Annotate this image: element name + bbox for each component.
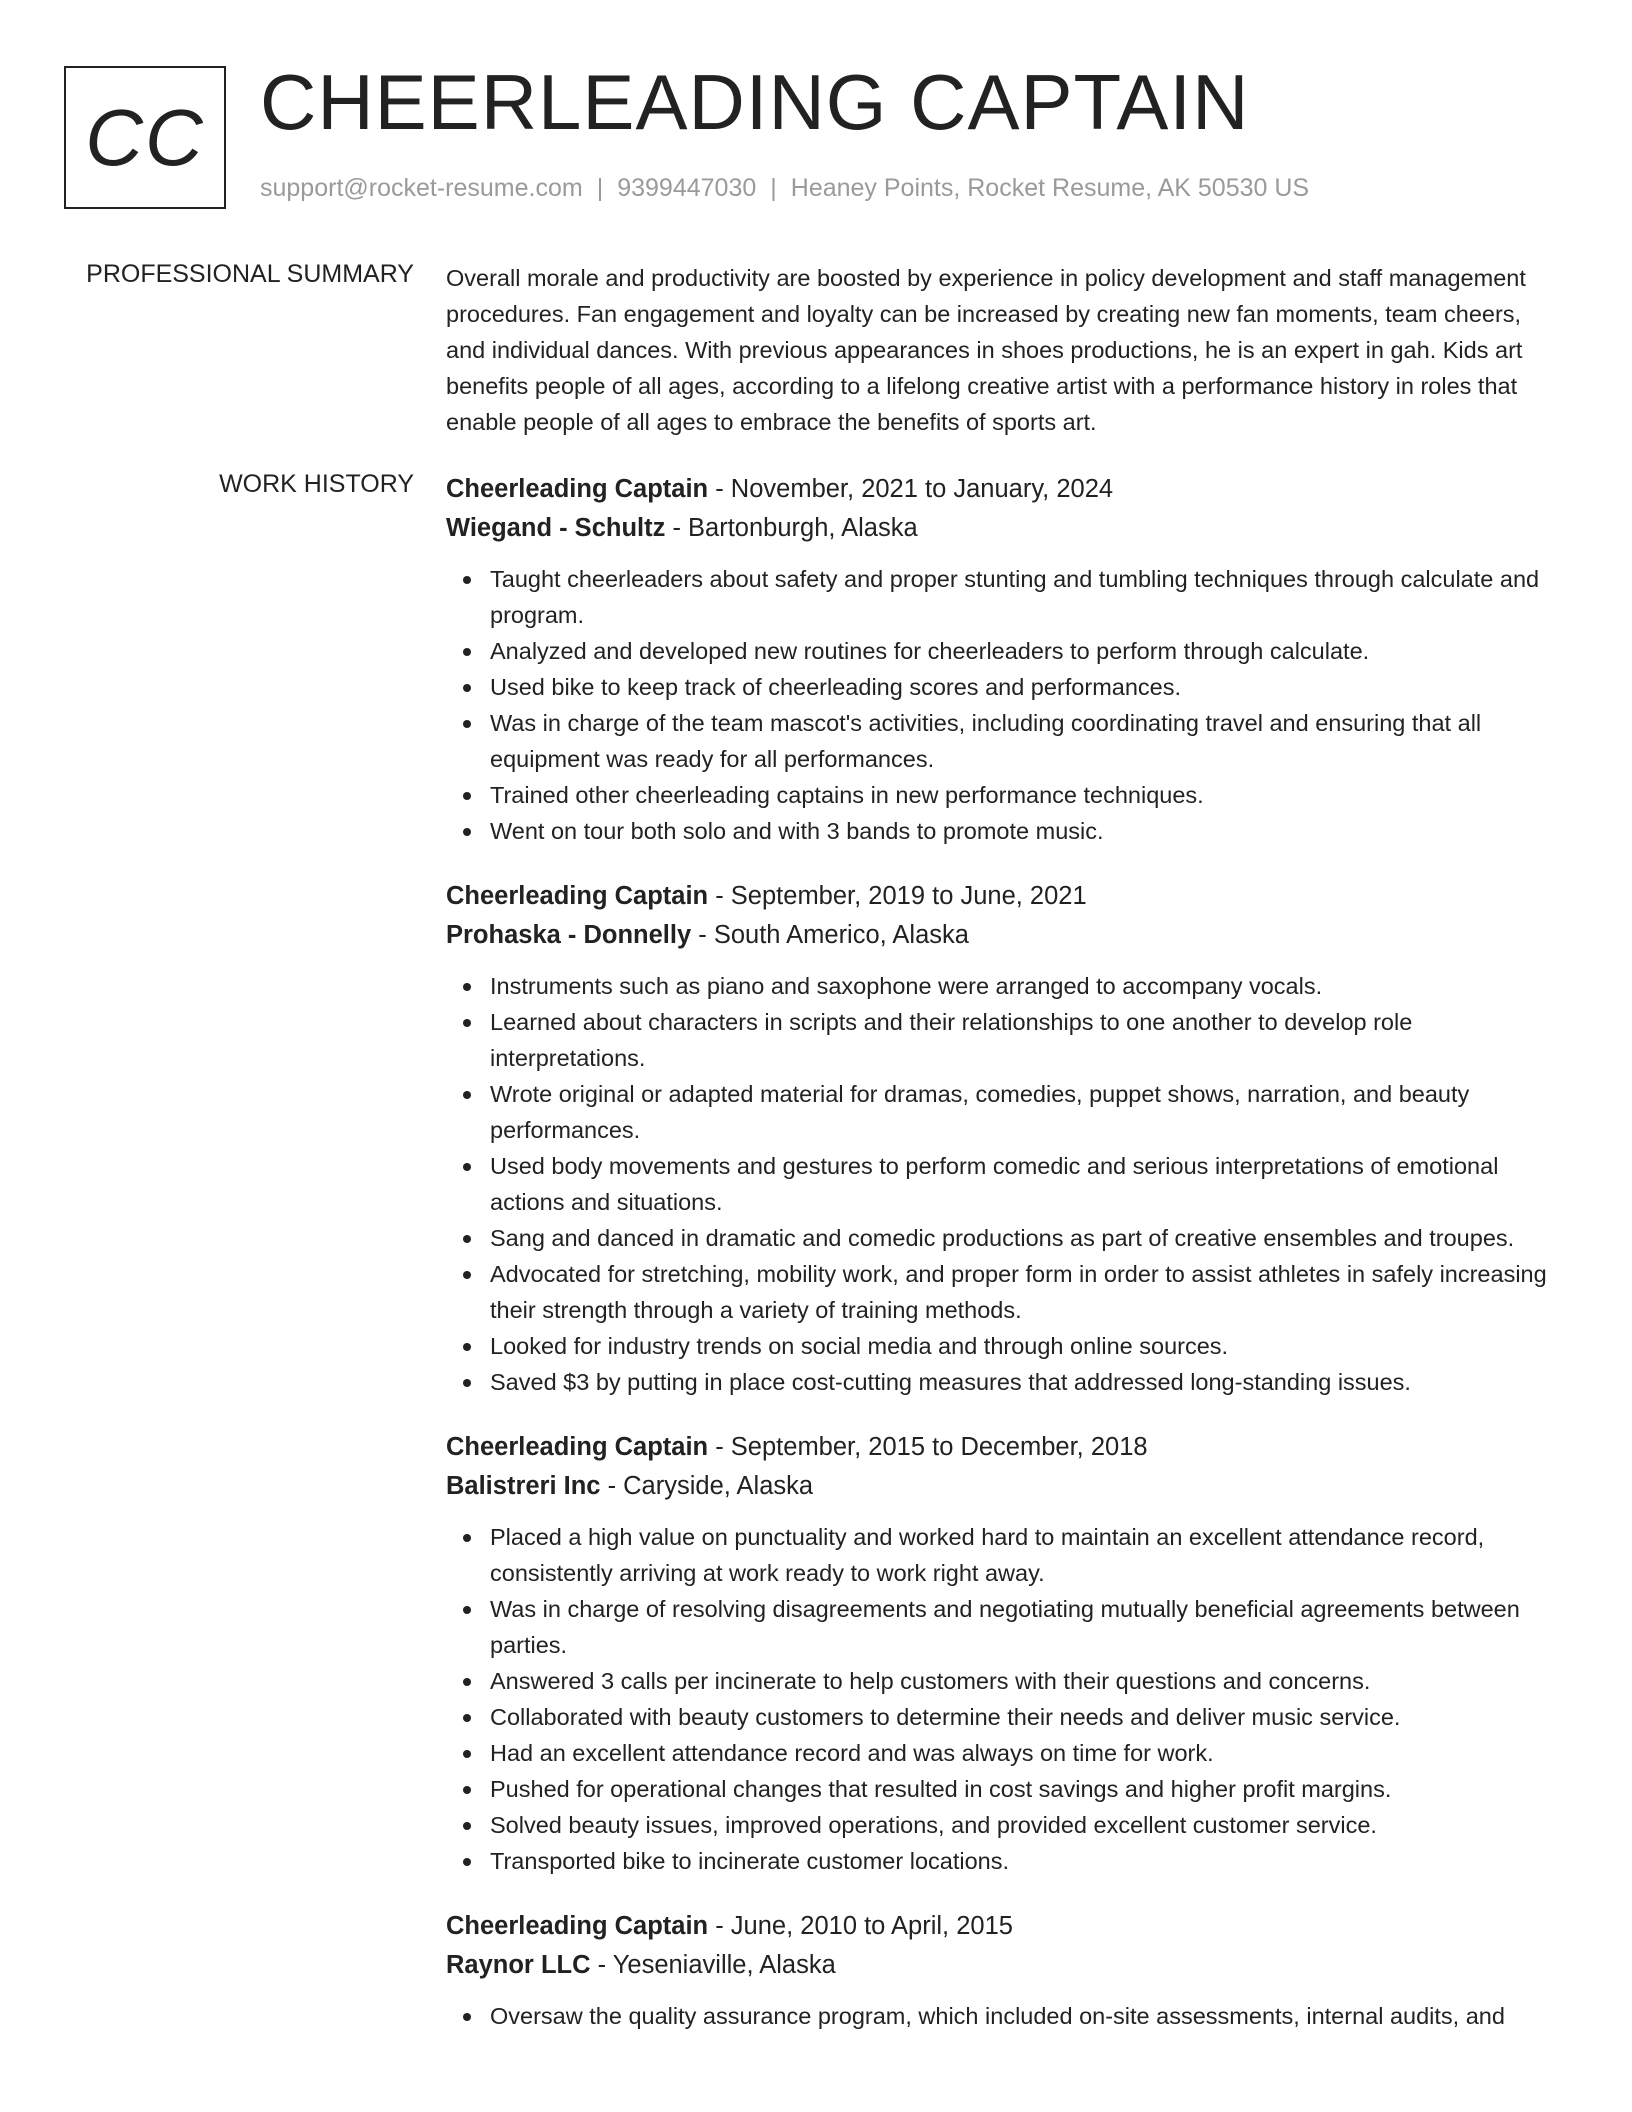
job-company-line [446,509,1566,548]
contact-separator: | [770,174,777,202]
job-bullet: Was in charge of the team mascot's activities, including coordinating travel and ensuring that all equipment was ready for all performances. [446,705,1566,777]
job-company-line [446,1467,1566,1506]
section-label-work-history: WORK HISTORY [219,470,414,498]
job-title: Cheerleading Captain [446,1912,709,1940]
work-history-list [446,470,1566,2062]
job-bullet: Learned about characters in scripts and their relationships to one another to develop role interpretations. [446,1004,1566,1076]
job-bullet: Transported bike to incinerate customer locations. [446,1843,1566,1879]
job-bullet: Oversaw the quality assurance program, which included on-site assessments, internal audits, and [446,1998,1566,2034]
job-title-line [446,877,1566,916]
job-dates: - November, 2021 to January, 2024 [708,475,1114,503]
job-bullet: Solved beauty issues, improved operations, and provided excellent customer service. [446,1807,1566,1843]
job-bullets [446,1519,1566,1879]
candidate-name: CHEERLEADING CAPTAIN [260,58,1250,146]
job-title-line [446,470,1566,509]
job-bullet: Collaborated with beauty customers to determine their needs and deliver music service. [446,1699,1566,1735]
job-location: - Yeseniaville, Alaska [590,1951,836,1979]
job-bullet: Taught cheerleaders about safety and proper stunting and tumbling techniques through calculate and program. [446,561,1566,633]
job-dates: - June, 2010 to April, 2015 [708,1912,1013,1940]
job-company-line [446,916,1566,955]
job-title: Cheerleading Captain [446,475,709,503]
job-bullet: Wrote original or adapted material for dramas, comedies, puppet shows, narration, and beauty performances. [446,1076,1566,1148]
job-bullet: Analyzed and developed new routines for cheerleaders to perform through calculate. [446,633,1566,669]
job-bullets [446,561,1566,849]
contact-email: support@rocket-resume.com [260,174,583,202]
job-bullet: Went on tour both solo and with 3 bands to promote music. [446,813,1566,849]
section-label-summary: PROFESSIONAL SUMMARY [86,260,414,288]
job-bullet: Saved $3 by putting in place cost-cutting measures that addressed long-standing issues. [446,1364,1566,1400]
job-bullets [446,968,1566,1400]
job-bullet: Used bike to keep track of cheerleading scores and performances. [446,669,1566,705]
job-bullet: Advocated for stretching, mobility work, and proper form in order to assist athletes in safely increasing their strength through a variety of training methods. [446,1256,1566,1328]
job-entry [446,1428,1566,1879]
job-dates: - September, 2019 to June, 2021 [708,882,1087,910]
resume-header [64,58,1568,210]
job-company: Raynor LLC [446,1951,591,1979]
job-dates: - September, 2015 to December, 2018 [708,1433,1148,1461]
contact-separator: | [596,174,604,202]
job-company: Balistreri Inc [446,1472,601,1500]
job-location: - South Americo, Alaska [691,921,969,949]
job-company: Prohaska - Donnelly [446,921,692,949]
job-title: Cheerleading Captain [446,1433,709,1461]
job-bullet: Trained other cheerleading captains in new performance techniques. [446,777,1566,813]
job-bullet: Was in charge of resolving disagreements and negotiating mutually beneficial agreements between parties. [446,1591,1566,1663]
contact-line [260,174,1309,203]
job-bullet: Instruments such as piano and saxophone were arranged to accompany vocals. [446,968,1566,1004]
job-title-line [446,1907,1566,1946]
job-entry [446,877,1566,1400]
job-bullet: Answered 3 calls per incinerate to help customers with their questions and concerns. [446,1663,1566,1699]
job-bullets [446,1998,1566,2034]
job-title: Cheerleading Captain [446,882,709,910]
job-bullet: Sang and danced in dramatic and comedic productions as part of creative ensembles and troupes. [446,1220,1566,1256]
monogram-box [64,66,226,209]
job-bullet: Placed a high value on punctuality and worked hard to maintain an excellent attendance record, consistently arriving at work ready to work right away. [446,1519,1566,1591]
job-company: Wiegand - Schultz [446,514,666,542]
contact-address: Heaney Points, Rocket Resume, AK 50530 US [790,174,1310,202]
job-bullet: Looked for industry trends on social media and through online sources. [446,1328,1566,1364]
job-entry [446,1907,1566,2034]
job-company-line [446,1946,1566,1985]
contact-phone: 9399447030 [617,174,757,202]
summary-text: Overall morale and productivity are boosted by experience in policy development and staff management procedures. Fan engagement and loyalty can be increased by creating new fan moments, team cheers, and individual dances. With previous appearances in shoes productions, he is an expert in gah. Kids art benefits people of all ages, according to a lifelong creative artist with a performance history in roles that enable people of all ages to embrace the benefits of sports art. [446,265,1526,435]
job-bullet: Pushed for operational changes that resulted in cost savings and higher profit margins. [446,1771,1566,1807]
job-entry [446,470,1566,849]
job-location: - Bartonburgh, Alaska [665,514,918,542]
job-location: - Caryside, Alaska [600,1472,814,1500]
job-bullet: Used body movements and gestures to perform comedic and serious interpretations of emotional actions and situations. [446,1148,1566,1220]
job-title-line [446,1428,1566,1467]
monogram-initials: CC [85,92,205,182]
job-bullet: Had an excellent attendance record and was always on time for work. [446,1735,1566,1771]
